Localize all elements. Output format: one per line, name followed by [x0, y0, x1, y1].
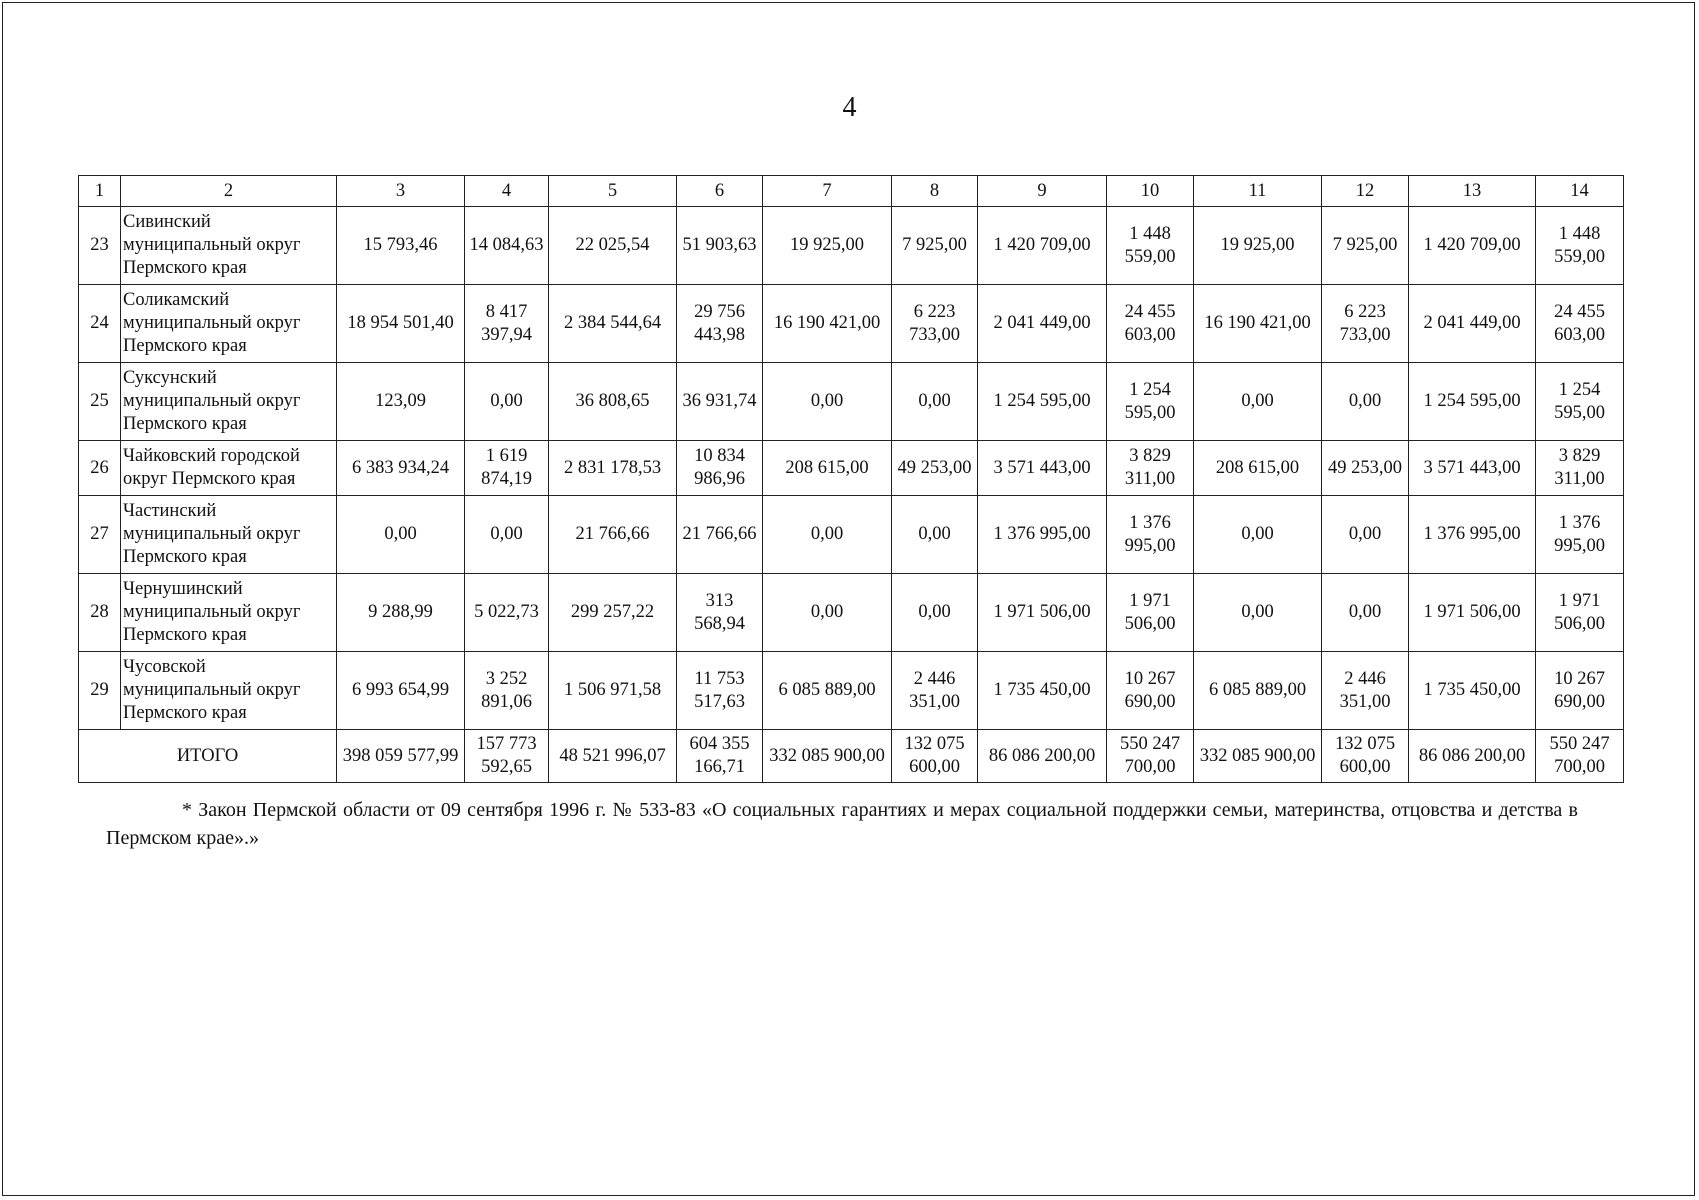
value-cell: 19 925,00 [1194, 207, 1322, 285]
total-value-cell: 550 247 700,00 [1107, 730, 1194, 783]
table-row [79, 496, 1624, 574]
row-number: 27 [79, 496, 121, 574]
total-value-cell: 398 059 577,99 [337, 730, 465, 783]
table-row [79, 285, 1624, 363]
value-cell: 0,00 [1194, 496, 1322, 574]
value-cell: 2 041 449,00 [1409, 285, 1536, 363]
value-cell: 19 925,00 [763, 207, 892, 285]
value-cell: 7 925,00 [892, 207, 978, 285]
value-cell: 14 084,63 [465, 207, 549, 285]
value-cell: 21 766,66 [549, 496, 677, 574]
row-number: 28 [79, 574, 121, 652]
municipality-name: Частинский муниципальный округ Пермского края [121, 496, 337, 574]
value-cell: 1 735 450,00 [978, 652, 1107, 730]
value-cell: 0,00 [1322, 496, 1409, 574]
value-cell: 15 793,46 [337, 207, 465, 285]
value-cell: 1 971 506,00 [1409, 574, 1536, 652]
value-cell: 1 254 595,00 [1536, 363, 1624, 441]
value-cell: 1 420 709,00 [1409, 207, 1536, 285]
value-cell: 7 925,00 [1322, 207, 1409, 285]
page-number: 4 [842, 92, 857, 123]
row-number: 23 [79, 207, 121, 285]
total-label: ИТОГО [79, 730, 337, 783]
column-header: 11 [1194, 176, 1322, 207]
total-value-cell: 550 247 700,00 [1536, 730, 1624, 783]
municipality-name: Суксунский муниципальный округ Пермского края [121, 363, 337, 441]
value-cell: 10 267 690,00 [1536, 652, 1624, 730]
value-cell: 3 571 443,00 [978, 441, 1107, 496]
value-cell: 123,09 [337, 363, 465, 441]
value-cell: 10 267 690,00 [1107, 652, 1194, 730]
row-number: 24 [79, 285, 121, 363]
total-value-cell: 86 086 200,00 [1409, 730, 1536, 783]
value-cell: 0,00 [465, 363, 549, 441]
column-header: 3 [337, 176, 465, 207]
value-cell: 1 376 995,00 [978, 496, 1107, 574]
column-header: 8 [892, 176, 978, 207]
value-cell: 1 376 995,00 [1536, 496, 1624, 574]
total-value-cell: 132 075 600,00 [892, 730, 978, 783]
value-cell: 36 931,74 [677, 363, 763, 441]
value-cell: 0,00 [1322, 574, 1409, 652]
value-cell: 0,00 [892, 363, 978, 441]
value-cell: 16 190 421,00 [763, 285, 892, 363]
row-number: 29 [79, 652, 121, 730]
value-cell: 1 735 450,00 [1409, 652, 1536, 730]
column-header: 10 [1107, 176, 1194, 207]
value-cell: 6 383 934,24 [337, 441, 465, 496]
table-header-row [79, 176, 1624, 207]
value-cell: 1 971 506,00 [1536, 574, 1624, 652]
value-cell: 6 085 889,00 [763, 652, 892, 730]
value-cell: 1 376 995,00 [1409, 496, 1536, 574]
total-value-cell: 157 773 592,65 [465, 730, 549, 783]
total-value-cell: 86 086 200,00 [978, 730, 1107, 783]
value-cell: 0,00 [1194, 574, 1322, 652]
value-cell: 8 417 397,94 [465, 285, 549, 363]
column-header: 9 [978, 176, 1107, 207]
row-number: 25 [79, 363, 121, 441]
column-header: 1 [79, 176, 121, 207]
column-header: 4 [465, 176, 549, 207]
value-cell: 1 971 506,00 [1107, 574, 1194, 652]
value-cell: 9 288,99 [337, 574, 465, 652]
value-cell: 208 615,00 [763, 441, 892, 496]
value-cell: 5 022,73 [465, 574, 549, 652]
footnote: * Закон Пермской области от 09 сентября 1996 г. № 533-83 «О социальных гарантиях и мерах социальной поддержки семьи, материнства, отцовства и детства в Пермском крае».» [106, 799, 1578, 849]
table-row [79, 441, 1624, 496]
value-cell: 0,00 [763, 363, 892, 441]
column-header: 13 [1409, 176, 1536, 207]
total-row [79, 730, 1624, 783]
value-cell: 3 252 891,06 [465, 652, 549, 730]
value-cell: 6 223 733,00 [892, 285, 978, 363]
value-cell: 22 025,54 [549, 207, 677, 285]
value-cell: 0,00 [763, 574, 892, 652]
table-row [79, 363, 1624, 441]
value-cell: 49 253,00 [892, 441, 978, 496]
value-cell: 1 619 874,19 [465, 441, 549, 496]
value-cell: 0,00 [892, 496, 978, 574]
value-cell: 3 829 311,00 [1107, 441, 1194, 496]
value-cell: 208 615,00 [1194, 441, 1322, 496]
table-row [79, 207, 1624, 285]
municipality-name: Сивинский муниципальный округ Пермского края [121, 207, 337, 285]
value-cell: 2 446 351,00 [1322, 652, 1409, 730]
value-cell: 1 506 971,58 [549, 652, 677, 730]
value-cell: 0,00 [465, 496, 549, 574]
total-value-cell: 48 521 996,07 [549, 730, 677, 783]
value-cell: 0,00 [1322, 363, 1409, 441]
value-cell: 1 254 595,00 [1107, 363, 1194, 441]
column-header: 2 [121, 176, 337, 207]
row-number: 26 [79, 441, 121, 496]
value-cell: 24 455 603,00 [1107, 285, 1194, 363]
value-cell: 1 420 709,00 [978, 207, 1107, 285]
value-cell: 36 808,65 [549, 363, 677, 441]
value-cell: 3 829 311,00 [1536, 441, 1624, 496]
value-cell: 10 834 986,96 [677, 441, 763, 496]
value-cell: 1 254 595,00 [1409, 363, 1536, 441]
municipality-name: Чусовской муниципальный округ Пермского края [121, 652, 337, 730]
municipality-name: Чернушинский муниципальный округ Пермского края [121, 574, 337, 652]
value-cell: 1 971 506,00 [978, 574, 1107, 652]
column-header: 12 [1322, 176, 1409, 207]
municipality-name: Соликамский муниципальный округ Пермского края [121, 285, 337, 363]
value-cell: 6 223 733,00 [1322, 285, 1409, 363]
column-header: 5 [549, 176, 677, 207]
value-cell: 2 831 178,53 [549, 441, 677, 496]
column-header: 6 [677, 176, 763, 207]
value-cell: 299 257,22 [549, 574, 677, 652]
value-cell: 6 085 889,00 [1194, 652, 1322, 730]
column-header: 7 [763, 176, 892, 207]
value-cell: 0,00 [1194, 363, 1322, 441]
value-cell: 18 954 501,40 [337, 285, 465, 363]
value-cell: 0,00 [337, 496, 465, 574]
value-cell: 1 448 559,00 [1536, 207, 1624, 285]
value-cell: 1 254 595,00 [978, 363, 1107, 441]
data-table [78, 175, 1624, 783]
value-cell: 29 756 443,98 [677, 285, 763, 363]
value-cell: 21 766,66 [677, 496, 763, 574]
value-cell: 49 253,00 [1322, 441, 1409, 496]
value-cell: 6 993 654,99 [337, 652, 465, 730]
value-cell: 0,00 [892, 574, 978, 652]
total-value-cell: 132 075 600,00 [1322, 730, 1409, 783]
total-value-cell: 332 085 900,00 [763, 730, 892, 783]
value-cell: 1 448 559,00 [1107, 207, 1194, 285]
column-header: 14 [1536, 176, 1624, 207]
value-cell: 0,00 [763, 496, 892, 574]
municipality-name: Чайковский городской округ Пермского края [121, 441, 337, 496]
value-cell: 2 041 449,00 [978, 285, 1107, 363]
value-cell: 3 571 443,00 [1409, 441, 1536, 496]
table-row [79, 574, 1624, 652]
value-cell: 1 376 995,00 [1107, 496, 1194, 574]
value-cell: 2 446 351,00 [892, 652, 978, 730]
value-cell: 24 455 603,00 [1536, 285, 1624, 363]
table-row [79, 652, 1624, 730]
value-cell: 51 903,63 [677, 207, 763, 285]
value-cell: 16 190 421,00 [1194, 285, 1322, 363]
total-value-cell: 332 085 900,00 [1194, 730, 1322, 783]
value-cell: 11 753 517,63 [677, 652, 763, 730]
value-cell: 313 568,94 [677, 574, 763, 652]
total-value-cell: 604 355 166,71 [677, 730, 763, 783]
value-cell: 2 384 544,64 [549, 285, 677, 363]
